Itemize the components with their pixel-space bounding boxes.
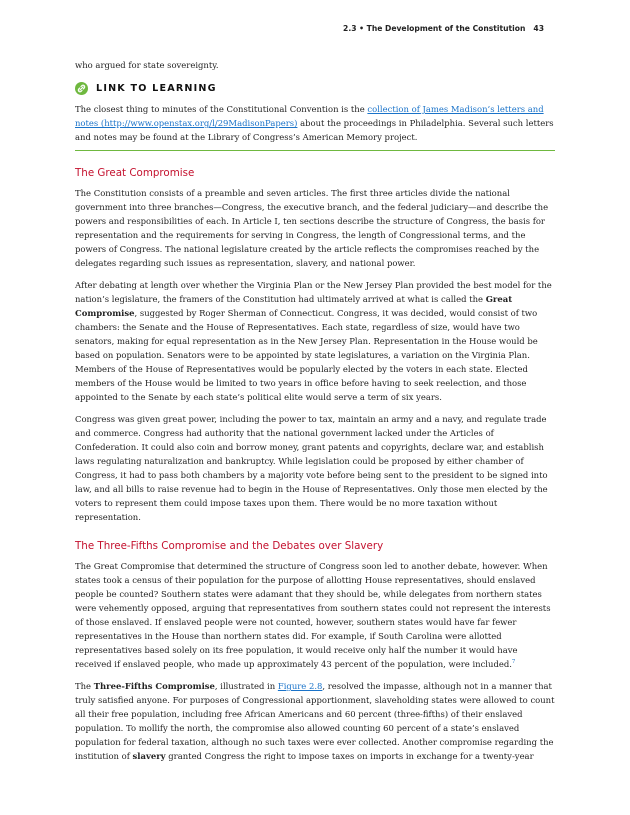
paragraph: The Great Compromise that determined the structure of Congress soon led to another debate, however. When states took a census of their population for the purpose of allotting House representatives, should enslaved people be counted? Southern states were adamant that they should be, while delegates from northern states were vehemently opposed, arguing that representatives from southern states could not represent the interests of those enslaved. If enslaved people were not counted, however, southern states would have far fewer representatives in the House than northern states did. For example, if South Carolina were allotted representatives based solely on its free population, it would receive only half the number it would have received if enslaved people, who made up approximately 43 percent of the population, were included.$^7$: [75, 561, 551, 669]
section-heading-three-fifths: The Three-Fifths Compromise and the Debates over Slavery: [75, 540, 384, 552]
key-term: Great Compromise: [75, 294, 513, 318]
paragraph: Congress was given great power, including the power to tax, maintain an army and a navy, and regulate trade and commerce. Congress had authority that the national government lacked under the Articles of Confederation. It could also coin and borrow money, grant patents and copyrights, declare war, and establish laws regulating naturalization and bankruptcy. While legislation could be proposed by either chamber of Congress, it had to pass both chambers by a majority vote before being sent to the president to be signed into law, and all bills to raise revenue had to begin in the House of Representatives. Only those men elected by the voters to represent them could impose taxes upon them. There would be no more taxation without representation.: [75, 414, 548, 522]
intro-text: who argued for state sovereignty.: [75, 60, 219, 70]
key-term: Three-Fifths Compromise: [93, 681, 215, 691]
page-number: 43: [533, 24, 544, 33]
header-title: 2.3 • The Development of the Constitution: [343, 24, 526, 33]
page-content: [75, 58, 555, 763]
link-to-learning-title: LINK TO LEARNING: [96, 82, 217, 94]
link-to-learning-divider: [75, 150, 555, 151]
paragraph: The Constitution consists of a preamble and seven articles. The first three articles divide the national government into three branches—Congress, the executive branch, and the federal judiciary—and describe the powers and responsibilities of each. In Article I, ten sections describe the structure of Congress, the basis for representation and the requirements for serving in Congress, the length of Congressional terms, and the powers of Congress. The national legislature created by the article reflects the compromises reached by the delegates regarding such issues as representation, slavery, and national power.: [75, 188, 549, 268]
paragraph: The Three-Fifths Compromise, illustrated in Figure 2.8, resolved the impasse, although not in a manner that truly satisfied anyone. For purposes of Congressional apportionment, slaveholding states were allowed to count all their free population, including free African Americans and 60 percent (three-fifths) of their enslaved population. To mollify the north, the compromise also allowed counting 60 percent of a state’s enslaved population for federal taxation, although no such taxes were ever collected. Another compromise regarding the institution of slavery granted Congress the right to impose taxes on imports in exchange for a twenty-year: [75, 681, 555, 761]
madison-papers-link[interactable]: collection of James Madison’s letters and notes (http://www.openstax.org/l/29MadisonPapers): [75, 104, 544, 128]
running-header: [343, 24, 544, 33]
link-icon: [75, 82, 88, 95]
link-to-learning-box: [75, 79, 555, 151]
footnote-marker[interactable]: 7: [511, 659, 516, 666]
section-heading-great-compromise: The Great Compromise: [75, 167, 195, 179]
link-to-learning-text: The closest thing to minutes of the Constitutional Convention is the collection of James Madison’s letters and notes (http://www.openstax.org/l/29MadisonPapers) about the proceedings in Philadelphia. Several such letters and notes may be found at the Library of Congress’s American Memory project.: [75, 104, 554, 142]
paragraph: After debating at length over whether the Virginia Plan or the New Jersey Plan provided the best model for the nation’s legislature, the framers of the Constitution had ultimately arrived at what is called the Great Compromise, suggested by Roger Sherman of Connecticut. Congress, it was decided, would consist of two chambers: the Senate and the House of Representatives. Each state, regardless of size, would have two senators, making for equal representation as in the New Jersey Plan. Representation in the House would be based on population. Senators were to be appointed by state legislatures, a variation on the Virginia Plan. Members of the House of Representatives would be popularly elected by the voters in each state. Elected members of the House would be limited to two years in office before having to seek reelection, and those appointed to the Senate by each state’s political elite would serve a term of six years.: [75, 280, 552, 402]
figure-link[interactable]: Figure 2.8: [277, 681, 323, 691]
key-term: slavery: [132, 751, 166, 761]
link-to-learning-header: [75, 79, 555, 97]
